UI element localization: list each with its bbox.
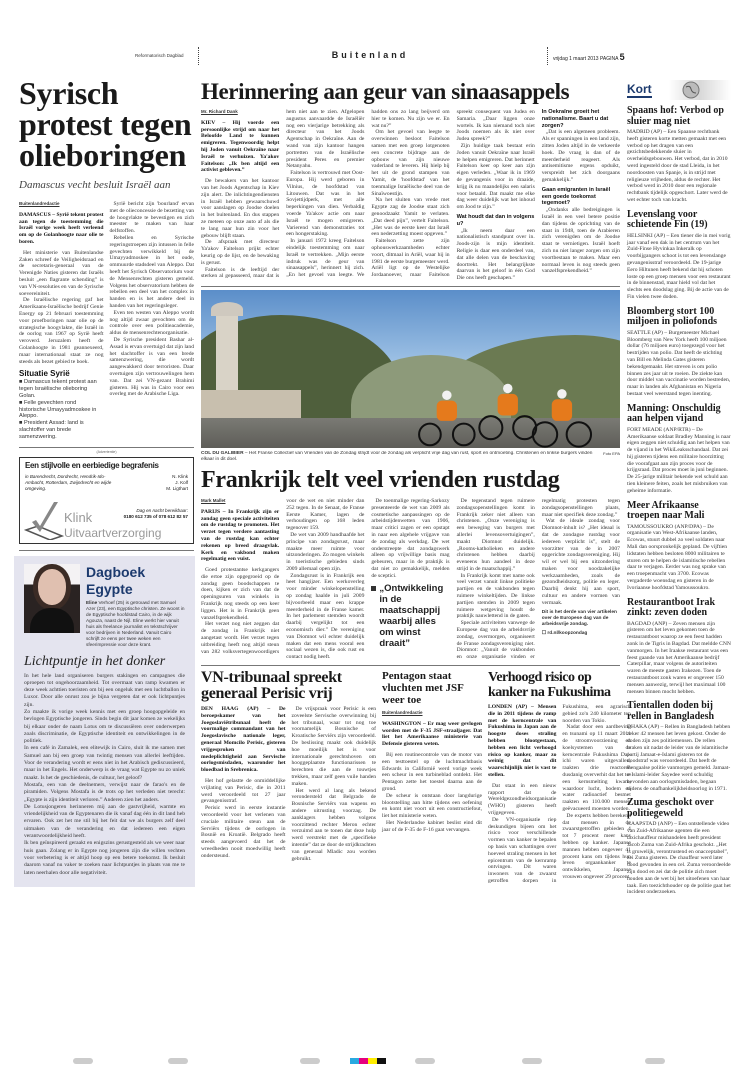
paragraph: De toenmalige regering-Sarkozy presenteerde de wet van 2009 als cosmetische aanpassingen op de arbeidstijdenwetten van 1906, maar critici zagen er een opstapt in naar een algehele vrijgave van de zondag als werkdag. De wet onderstreepte dat zondagswerk alleen op vrijwillige basis mag gebeuren, maar in de praktijk is dat niet zo gemakkelijk, melden de sceptici. [371, 497, 450, 579]
kort-item-title: Bloomberg stort 100 miljoen in poliofonds [627, 305, 718, 328]
paragraph: Syrië bericht zijn 'bourland' ervan met de olieconcessie de bezetting van de hoogvlakte te bevestigen en zich meester te maken van haar delfstoffen. [109, 201, 194, 235]
web-link[interactable]: ☐ rd.nl/koopzondag [541, 630, 588, 636]
advertisement[interactable] [19, 450, 194, 544]
quote-bullet-icon [371, 586, 376, 591]
paragraph: Na het sluiten van vrede met Egypte zag de Joodse staat zich genoodzaakt Yamit te verlaten. „Dat deed pijn”, vertelt Faitelson. „Het was de eerste keer dat Israël een nederzetting moest opgeven.” [371, 197, 450, 238]
paragraph: Zijn huidige taak bestaat erin Joden vanuit Oekraïne naar Israël te helpen emigreren. Dat herinnert Faitelson keer op keer aan zijn eigen verleden. „Waar ik in 1969 de gevangenis voor in draaide, krijg ik nu maandelijks een salaris voor betaald. Dat maakt me elke dag weer duidelijk wat het inhoud om Jood te zijn.” [456, 142, 535, 211]
paragraph: Perisic werd in eerste instantie veroordeeld voor het verlenen van cruciale militaire steun aan de Serviërs tijdens de oorlogen in Bosnië en Kroatië. Belgrado heeft steeds aangevoerd dat het de wreedheden nooit moedwillig heeft ondersteund. [201, 805, 286, 859]
paragraph: De VN-organisatie riep deskundigen bijeen om het risico voor verschillende vormen van kanker te bepalen op basis van schattingen over hoeveel straling mensen in het epicentrum van de kernramp ontvingen. Dit waren inwoners van de zwaarst getroffen dorpen in Fukushima, een agrarisch gebied zo'n 240 kilometer ten noorden van Tokio. [488, 704, 631, 884]
article-fukushima [488, 670, 631, 885]
article-body [382, 710, 482, 834]
paragraph: De Israëlische regering gaf het Amerikaans-Israëlische bedrijf Genie Energy op 21 februari toestemming voor proefboringen naar olie op de strategische hoogvlakte, die Israël in de oorlog van 1967 op Syrië heeft veroverd. Jeruzalem heeft de Golanhoogte in 1981 geannexeerd, maar internationaal staat ze nog steeds als bezet gebied te boek. [19, 297, 104, 365]
article-body [201, 498, 620, 661]
fact-item: ■ Felle gevechten rond historische Umayyadmoskee in Aleppo. [19, 399, 97, 420]
checkmark-logo-icon [24, 500, 64, 540]
kort-item-text: FORT MEADE (ANP/RTR) – De Amerikaanse soldaat Bradley Manning is naar eigen zeggen niet schuldig aan het helpen van de vijand in het WikiLeaksschandaal. Dat zei hij gisteren tijdens een militaire hoorzitting die voorafgaat aan zijn proces voor de krijgsraad. Dat proces moet in juni beginnen. De 25-jarige militair bekende wel schuld aan tien kleinere feiten, zoals het misbruiken van geheime informatie. [627, 426, 731, 494]
headline: Herinnering aan geur van sinaasappels [201, 79, 570, 104]
author-bio: Verhoef (25) is getrouwd met Samuel Azer (23), een Egyptische christen. Ze woont in de Egyptische hoofdstad Cairo, in de wijk Agouza, naast de Nijl. Eline werkt hier vanuit huis als freelance journalist en tekstschrijver voor bedrijven in Nederland. Vanuit Cairo schrijft ze eens per twee weken een sfeerimpressie voor deze krant. [86, 599, 185, 647]
headline: Syrisch protest tegen olieboringen [19, 75, 192, 173]
paragraph: Zo maakte ik vorige week kennis met een groep hoogopgeleide en bevlogen Egyptische jongeren. Sinds begin dit jaar komen ze wekelijks bij elkaar onder de naam Lotus om te discussiëren over onderwerpen zoals discriminatie, de Egyptische identiteit en ontwikkelingen in de politiek. [24, 708, 185, 745]
divider [201, 286, 620, 287]
byline: Buitenlandredactie [382, 710, 423, 716]
paragraph: De wet van 2009 handhaafde het principe van zondagsrust, maar maakte meer ruimte voor uitzonderingen. Zo mogen winkels in toeristische gebieden sinds 2009 allemaal open zijn. [286, 531, 365, 572]
ad-label: (Advertentie) [96, 449, 117, 454]
pull-quote [371, 583, 449, 649]
paragraph: Wat de ideale zondag voor Diomnot-inhult is? „Het ideaal is dat de zondagse rustdag voor iedereen verplicht is”, stelt de voorzitter van de in 2007 opgerichte zondagsvereniging. Hij wil er wel bij een uitzondering maken voor noodzakelijke werkzaamheden, zoals de gezondheidszorg, politie en leger. Daarbij denkt hij aan sport, cultuur en andere vormen van vermaak. [541, 518, 620, 606]
paragraph: In Frankrijk komt met name ook veel verzet vanuit linkse politieke partijen en de vakbonden tegen ruimere winkeltijden. De linkse partijen stemden in 2009 tegen ruimere wetgeving houdt de praktijk nauwlettend in de gaten. [456, 572, 535, 620]
chapel-tower [216, 310, 238, 400]
kort-item-title: Levenslang voor schietende Fin (19) [627, 208, 708, 231]
ad-name: J. Kolf [175, 479, 188, 485]
photo-credit: Foto EPA [603, 450, 620, 456]
paragraph: In een café in Zamalek, een elitewijk in Cairo, sluit ik me samen met Samuel aan bij een groep van twintig mensen van allerlei leeftijden. Voor de verandering wordt er eens niet in het Arabisch gediscussieerd, maar in het Engels. Het onderwerp is de vraag wat Egypte nu zo uniek maakt. Is het de geschiedenis, de cultuur, het geloof? [24, 745, 185, 781]
divider [198, 47, 199, 65]
print-mark [168, 1058, 188, 1064]
ad-names [166, 474, 188, 492]
fact-item: ■ Damascus tekent protest aan tegen Israëlische olieboring Golan. [19, 379, 97, 399]
paragraph: Zondagsrust is in Frankrijk een heet hangijzer. Een werkoverleg voor minder winkelopenstelling op zondag haalde in juli 2009 bijvoorbeeld maar een krappe meerderheid in de Franse kamer. In het parlement stemden woordt daarbij vergelijkt tot een economisch dier.” De vereniging van Diomnot wil echter duidelijk maken dat een mens vooral een sociaal wezen is, die ook rust en contact nodig heeft. [286, 572, 365, 661]
byline: Mr. Richard Dank [201, 109, 238, 114]
interview-question: Wat houdt dat dan in volgens u? [456, 213, 535, 227]
column-body [24, 673, 185, 877]
kort-item-text: BAGDAD (ANP) – Zeven mensen zijn gisteren om het leven gekomen toen de restaurantboot waarop ze een feest hadden zonk in de Tigris in Bagdad. Dat meldde CNN vanmorgen. In het Iraakse restaurant was een feest gaande van het Amerikaanse bedrijf Caterpillar, maar volgens de autoriteiten waren de meeste gasten Irakezen. Toen de restaurantboot zonk waren er ongeveer 150 mensen aanwezig, terwijl het maximaal 100 mensen binnen mocht hebben. [627, 620, 731, 695]
fact-box-title: Situatie Syrië [19, 369, 70, 379]
ad-title: Een stijlvolle en eerbiedige begrafenis [25, 460, 159, 470]
paragraph: Faitelson is de leeftijd der sterken al gepasseerd, maar dat is hem niet aan te zien. Afgelopen augustus aanvaardde de Israëliër nog een vierjarige betrekking als directeur van het Joods Agentschap in Oekraïne. Aan de wand van zijn kantoor hangen portretten van de Israëlische president Peres en premier Netanyahu. [201, 109, 365, 280]
ad-name: M. Ligthart [166, 485, 188, 491]
paragraph: Even ten westen van Aleppo wordt nog altijd zwaar gevochten om de controle over een politieacademie, aldus de mensenrechtenorganisatie. [109, 309, 194, 337]
newspaper-name: Reformatorisch Dagblad [135, 53, 184, 58]
fact-text: Felle gevechten rond historische Umayyadmoskee in Aleppo. [19, 399, 97, 420]
headline: Verhoogd risico op kanker na Fukushima [488, 670, 611, 701]
column-dagboek-egypte [14, 556, 195, 887]
globe-icon [682, 81, 700, 99]
kort-item-title: Zuma geschokt over politiegeweld [627, 797, 714, 819]
kort-label: Kort [627, 82, 652, 96]
paragraph: Speciale activiteiten vanwege de Europese dag van de arbeidsvrije zondag, overmorgen, organiseert de Franse zondagsvereniging niet. Diomnot: „Vanuit de vakbonden en onze organisatie vinden er regelmatig protesten tegen zondagsopenstellingen plaats, maar niet specifiek deze zondag.” [456, 497, 620, 661]
chapel-dome [211, 302, 243, 316]
paragraph: Bij een routinecontrole van de motor van een testtoestel op de luchtmachtbasis Edwards in Californië werd vorige week een scheur in een turbineblad ontdekt. Het Pentagon zette het toestel daarna aan de grond. [382, 752, 482, 793]
author-name: Eline [86, 599, 98, 605]
paragraph: „Dat is een algemeen probleem. Als er spanningen in een land zijn, zitten Joden altijd in de verkeerde hoek. De vraag is dan of de meerderheid reageert. Als antisemitisme ergens opduikt, verspreidt het zich doorgaans gemakkelijk.” [541, 129, 620, 183]
fact-item: ■ President Assad: land is slachtoffer van brede samenzwering. [19, 420, 84, 440]
kort-header [627, 80, 731, 100]
kort-item [627, 598, 731, 696]
kort-news-column [627, 80, 731, 896]
caption-place: COL DU GALIBIER [201, 450, 244, 456]
fact-list [19, 379, 104, 440]
paragraph: Rebellen en Syrische regeringstroepen zijn intussen in felle gevechten verwikkeld bij de Umayyadmoskee in het oude, ommuurde stadsdeel van Aleppo. Dat heeft het Syrisch Observatorium voor de Mensenrechten gisteren gemeld. Volgens het observatorium hebben de rebellen een deel van het complex in handen en is het andere deel in handen van het regeringsleger. [109, 234, 194, 309]
lead: KIEV – Hij voerde een persoonlijke strijd om naar het Beloofde Land te kunnen emigreren. Tegenwoordig helpt hij Joden vanuit Oekraïne naar Israël te verhuizen. Ya'akov Faitelson: „Ik ben altijd een activist gebleven.” [201, 119, 280, 174]
paragraph: Het Nederlandse kabinet beslist eind dit jaar of de F-35 de F-16 gaat vervangen. [382, 820, 482, 833]
kort-item-text: SEATTLE (AP) – Burgemeester Michael Bloomberg van New York heeft 100 miljoen dollar (76 miljoen euro) toegezegd voor het bestrijden van polio. Dat heeft de stichting van Bill en Melinda Gates gisteren bekendgemaakt. Het streven is om polio binnen zes jaar uit te roeien. De ziekte kan door middel van vaccinatie worden bestreden, maar in landen als Afghanistan en Nigeria bestaat veel weerstand tegen inenting. [627, 329, 731, 397]
paragraph: „Ik neem daar een nationalistisch standpunt over in. Joods-zijn is mijn identiteit. Religie is daar een onderdeel van, dat alle delen van de beschaving doortrekt. Het belangrijkste daarvan is het geloof in één God Die ons heeft geschapen.” [456, 227, 535, 282]
paragraph: In het hele land organiseren burgers stakingen en campagnes die oproepen tot ongehoorzaamheid. Tot overmaat van ramp kwamen er deze week achttien toeristen om bij een ongeluk met een luchtballon in Luxor. Door alle onrust zou je bijna vergeten dat er ook lichtpuntjes zijn. [24, 672, 185, 708]
kort-item [627, 106, 731, 204]
kort-item [627, 404, 731, 495]
article-syria [19, 75, 195, 441]
lead: WASHINGTON – Er mag weer gevlogen worden met de F-35 JSF-straaljager. Dat liet het Amerikaanse ministerie van Defensie gisteren weten. [382, 720, 482, 748]
kort-item-title: Tientallen doden bij rellen in Bangladesh [627, 700, 715, 722]
paragraph: Om het gevoel van leegte te overwinnen besloot Faitelson samen met een groep lotgenoten een concrete bijdrage aan de opbouw van zijn nieuwe vaderland te leveren. Hij hielp bij het uit de grond stampen van Yamit, de 'hoofdstad' van het toenmalige Israëlische deel van de Sinaïwoestijn. [371, 129, 450, 197]
article-vn-tribunaal [201, 670, 376, 862]
bottom-articles [201, 669, 631, 885]
kort-item [627, 501, 731, 592]
divider [547, 47, 548, 65]
kort-item-title: Meer Afrikaanse troepen naar Mali [627, 499, 705, 522]
section-title: Buitenland [331, 50, 409, 60]
author-intro [86, 600, 185, 648]
fact-box [19, 369, 104, 440]
middle-column [201, 78, 631, 885]
kort-item [627, 210, 731, 301]
fact-text: President Assad: land is slachtoffer van brede samenzwering. [19, 420, 84, 440]
ad-availability: Dag en nacht bereikbaar: [136, 507, 188, 513]
kort-item-title: Manning: Onschuldig aan helpen vijand [627, 402, 721, 425]
kort-item-text: DHAKA (AP) – Rellen in Bangladesh hebben zeker 42 mensen het leven gekost. Onder de doden zijn zes politiemensen. De rellen braken uit nadat de leider van de islamitische partij Jamaat-e-Islami gisteren tot de doodstraf was veroordeeld. Dat heeft de Bengaalse politie vanmorgen gemeld. Jamaat-e-Islami-leider Sayedee werd schuldig bevonden aan oorlogsmisdaden, begaan tijdens de onafhankelijkheidsoorlog in 1971. [627, 724, 731, 792]
kort-item-text: KAAPSTAD (ANP) – Een ontstellende video van Zuid-Afrikaanse agenten die een taxichauffeur mishandelen heeft president Jacob Zuma van Zuid-Afrika geschokt. „Het is gruwelijk, verontrustend en onacceptabel”, zei Zuma gisteren. De chauffeur werd later dood gevonden in een cel. Zuma veroordeelde zijn dood en zei dat de politie zich moet houden aan de wet bij het uitoefenen van haar taak. Een toezichthouder op de politie gaat het incident onderzoeken. [627, 821, 731, 896]
kort-item [627, 701, 731, 792]
paragraph: Het werd al lang als bekend verondersteld dat Belgrado de Bosnische Serviërs van wapens en andere uitrusting voorzag. De aanklagers hebben volgens voorzittend rechter Meron echter verzuimd aan te tonen dat deze hulp werd verstrekt met de „specifieke intentie” dat ze door de strijdkrachten van generaal Mladic zou worden gebruikt. [291, 787, 376, 862]
lead: DAMASCUS – Syrië tekent protest aan tegen de toestemming die Israël vorige week heeft verleend om op de Golanhoogte naar olie te boren. [19, 211, 104, 245]
paragraph: De afspraak met directeur Ya'akov Faitelson prijkt echter keurig op de lijst, en de bewaking is gerust. [201, 239, 280, 266]
page-header [0, 47, 738, 65]
paragraph: Nadat door een aardbeving en tsunami op 11 maart 2011 de stroomvoorziening en koelsystemen van de kerncentrale Fukushima Dai-ichi waren uitgevallen, raakten drie reactoren dusdanig oververhit dat het tot een kernsmelting kwam, waardoor lucht, bodem en water radioactief besmet raakten en 110.000 mensen geëvacueerd moesten worden. [562, 724, 631, 812]
paragraph: Mostafa, een van de deelnemers, verwijst naar de farao's en de piramiden. Volgens Mostafa is de trots op het verleden niet terecht: „Egypte is zijn identiteit verloren.” Anderen zien het anders. [24, 781, 185, 803]
headline: Frankrijk telt veel vrienden rustdag [201, 466, 560, 493]
paragraph: Ik ben geïnspireerd geraakt en enigszins gerustgesteld als we weer naar huis gaan. Zolang er in Egypte nog jongeren zijn die willen vechten voor verbetering is er altijd hoop op een betere toekomst. Ik besluit daarom vanaf nu vaker te zoeken naar lichtpuntjes in plaats van me te laten neerhalen door alle negativiteit. [24, 840, 185, 876]
paragraph: Goed protestantse kerkgangers die ertoe zijn opgegroeid op de zondag geen boodschappen te doen, kijken er zich van dat de openingsuren van winkels in Frankrijk nog steeds op een keer liggen. Het is in Frankrijk geen vanzelfsprekendheid. [201, 567, 280, 621]
paragraph: De scheur is ontstaan door langdurige blootstelling aan hitte tijdens een oefening en komt niet voort uit een constructiefout, liet het ministerie weten. [382, 792, 482, 820]
paragraph: Het ministerie van Buitenlandse Zaken schreef de Veiligheidsraad en de secretaris-generaal van de Verenigde Naties gisteren dat Israëls besluit „een flagrante schending” is van VN-resoluties en van de Syrische soevereiniteit. [19, 249, 104, 297]
photo-col-du-galibier [201, 290, 620, 448]
lead: LONDEN (AP) – Mensen die in 2011 tijdens de ramp met de kerncentrale van Fukushima in Japan aan de hoogste doses straling hebben blootgestaan, hebben een licht verhoogd risico op kanker, maar zo weinig dat dit waarschijnlijk niet is vast te stellen. [488, 704, 557, 779]
article-body [201, 706, 376, 862]
paragraph: De tegenstand tegen ruimere zondagsopenstellingen komt in Frankrijk zeker niet alleen van christenen. „Onze vereniging is een beweging van burgers met allerlei levensovertuigingen”, maakt Diomnot duidelijk. „Rooms-katholieken en andere christenen hebben daarbij eveneens hun aandeel in deze strijd in de maatschappij.” [456, 497, 535, 572]
interview-question: Gaan emigranten in Israël een goede toekomst tegemoet? [541, 186, 611, 207]
kort-item-text: TAMOUSSOUKRO (ANP/DPA) – De organisatie van West-Afrikaanse landen, Ecowas, stuurt dubbel zo veel soldaten naar Mali dan oorspronkelijk gepland. De vijftien lidstaten hebben besloten 8000 militairen te sturen om te helpen de islamitische rebellen daar te verjagen. Eerder was nog sprake van een troepenmacht van 3700. Ecowas vergaderde woensdag en gisteren in de Ivoriaanse hoofdstad Yamoussoukro. [627, 523, 728, 591]
paragraph: De bewakers van het kantoor van het Joods Agentschap in Kiev zijn alert. De inlichtingendiensten in Israël hebben gewaarschuwd voor aanslagen op Joodse doelen in het buitenland. En dus stappen ze meteen op onze auto af als die te lang naar hun zin voor het gebouw blijft staan. [201, 178, 280, 239]
kort-item-text: MADRID (AP) – Een Spaanse rechtbank heeft gisteren korte metten gemaakt met een verbod op het dragen van een gezichtsbedekkende sluier in overheidsgebouwen. Het verbod, dat in 2010 werd ingesteld door de stad Lleida, in het noordoosten van Spanje, is in strijd met religieuze vrijheden, aldus de rechter. Het verbod werd in 2010 door een regionale rechtbank tijdelijk opgeschort. Later werd de wet echter toch van kracht. [627, 129, 728, 203]
article-body [488, 704, 631, 885]
paragraph: De experts hebben berekend dat mensen in de zwaarstgetroffen gebieden 4 tot 7 procent meer kans hebben op kanker. Japanse mannen hebben ongeveer 41 procent kans om tijdens hun leven orgaankanker te ontwikkelen, Japanse vrouwen ongeveer 29 procent. [562, 812, 631, 880]
paragraph: In januari 1972 kreeg Faitelson eindelijk toestemming om naar Israël te vertrekken. „Mijn eerste indruk was de geur van sinaasappels”, herinnert hij zich. „En het gevoel van leegte. We hadden ons zo lang beijverd om hier te komen. Nu zijn we er. En wat nu?” [286, 109, 450, 279]
paragraph: Faitelson zette zijn ophouswerkzaamheden echter voort, ditmaal in Ariël, waar hij in 1981 de eerste burgemeester werd. Ariël ligt op de Westelijke Jordaanoever, maar Faitelson spreekt consequent van Judea en Samaria. „Daar liggen onze wortels. Ik kan niemand toch niet Joods noemen als ik niet over Judea spreek?” [371, 109, 535, 279]
page-date [553, 52, 625, 62]
paragraph: Het verzet nog niet zeggen dat de zondag in Frankrijk niet aangetast wordt. Het verzet tegen uitbreiding heeft nog altijd steun van 282 volksvertegenwoordigers voor de wet en niet minder dan 252 tegen. In de Senaat, de Franse Eerste Kamer, lagen de verhoudingen op 168 leden tegenover 159. [201, 497, 365, 655]
print-mark [300, 1058, 320, 1064]
page-number: 5 [619, 52, 625, 62]
article-pentagon [382, 670, 482, 834]
print-mark [522, 1058, 542, 1064]
ad-brand-2: Uitvaartverzorging [64, 525, 162, 540]
print-mark [73, 1058, 93, 1064]
article-body [201, 109, 620, 282]
column-headline: Lichtpuntje in het donker [24, 653, 166, 669]
divider [201, 665, 620, 666]
cyclists-image [391, 360, 611, 448]
divider [19, 550, 194, 551]
article-body [19, 201, 194, 441]
fact-text: Damascus tekent protest aan tegen Israëlische olieboring Golan. [19, 379, 97, 399]
color-registration-bar [350, 1058, 386, 1064]
ad-places: in Barendrecht, Dordrecht, Hendrik-Ido-Ambacht, Rotterdam, Zwijndrecht en wijde omgeving. [25, 473, 112, 491]
subheadline: Damascus vecht besluit Israël aan [19, 179, 171, 191]
column-header [24, 564, 185, 648]
paragraph: De Syrische president Bashar al-Assad is ervan overtuigd dat zijn land het slachtoffer is van een brede samenzwering, die wordt aangewakkerd door terroristen. Daar overtuigen zijn vertrouwelingen hem van. Dat zei VN-gezant Brahimi gisteren. Hij was in Cairo voor een overleg met de Arabische Liga. [109, 336, 195, 398]
quote-text: „Ontwikkeling in de maatschappij waarbij alles om winst draait” [379, 583, 444, 650]
paragraph: Dat staat in een nieuw rapport dat de Wereldgezondheidsorganisatie (WHO) gisteren heeft vrijgegeven. [488, 782, 557, 816]
article-herinnering [201, 78, 620, 282]
column-title: Dagboek Egypte [86, 563, 146, 597]
paragraph: „Ondanks alle bedreigingen is Israël in een veel betere positie dan tijdens de oprichting van de staat in 1948, toen de Arabieren zich verenigden om de Joodse staat te vernietigen. Israël hoeft zich nu niet langer zorgen om zijn voortbestaan te maken. Maar een normaal leven is nog steeds geen vanzelfsprekendheid.” [541, 207, 620, 275]
author-photo [24, 564, 80, 633]
headline: Pentagon staat vluchten met JSF weer toe [382, 670, 464, 707]
series-note: Dit is het derde van vier artikelen over de Europese dag van de arbeidsvrije zondag. [541, 609, 617, 627]
kort-item-text: HELSINKI (AP) – Een tiener die in mei vorig jaar vanaf een dak in het centrum van het Zuid-Finse Hyvinkaa Inkeralk op voorbijgangers schoot is tot een levenslange gevangenisstraf veroordeeld. De 19-jarige Eero Hiltunen heeft bekend dat hij schoten loste op een groep mensen voor een restaurant in de binnenstad, maar hield vol dat het slechts een doodslag ging. Bij de actie van de Fin vielen twee doden. [627, 232, 731, 300]
paragraph: De Lotusjongeren herinneren mij aan de gastvrijheid, warmte en vriendelijkheid van de Egyptenaren die ik vanaf dag één in dit land heb ervaren. Ook zet het me stil bij het feit dat we als burgers zelf deel uitmaken van de verandering en dat iedereen een eigen verantwoordelijkheid heeft. [24, 803, 185, 840]
print-mark [415, 1058, 435, 1064]
byline: Mark Mallet [201, 497, 226, 503]
photo-caption [201, 451, 620, 463]
interview-question: In Oekraïne groeit het nationalisme. Baart u dat zorgen? [541, 109, 609, 129]
kort-item [627, 798, 731, 896]
link-text[interactable]: rd.nl/koopzondag [547, 630, 588, 636]
left-column [19, 75, 195, 887]
article-frankrijk [201, 466, 620, 661]
ad-name: N. Klink [172, 473, 188, 479]
byline: Buitenlandredactie [19, 201, 60, 206]
ad-phone: 0180 612 735 of 078 612 82 57 [123, 513, 188, 519]
caption-text: – Het Franse Collectief van Vrienden van de Zondag strijdt voor de zondag als verplicht vrije dag van rust, sport en ontmoeting. Christenen en linkse burgers vinden elkaar in dit doel. [201, 450, 593, 462]
divider [19, 447, 194, 448]
headline: VN-tribunaal spreekt generaal Perisic vrij [201, 669, 342, 703]
paragraph: Faitelson is vertrouwd met Oost-Europa. Hij werd geboren in Vilnius, de hoofdstad van Litouwen. Dat was in het Sovjettijdperk, met alle beperkingen van dien. Verbaldig voerde Ya'akov actie om naar Israël te mogen emigreren. Varierend van demonstraties tot een hongerstaking. [286, 170, 365, 238]
paragraph: Het hof gelastte de onmiddellijke vrijlating van Perisic, die in 2011 werd veroordeeld tot 27 jaar gevangenisstraf. [201, 778, 286, 805]
lead: DEN HAAG (AP) – De beroepskamer van het Joegoslaviëtribunaal heeft de voormalige commandant van het Joegoslavische nationale leger, generaal Momcilo Perisic, gisteren vrijgesproken van medeplichtigheid aan Servische oorlogsmisdaden, waaronder het bloedbad in Srebrenica. [201, 706, 286, 774]
print-mark [645, 1058, 665, 1064]
ad-brand: Klink [64, 509, 93, 525]
kort-item [627, 307, 731, 398]
kort-item-title: Restaurantboot Irak zinkt: zeven doden [627, 596, 716, 619]
date-text: vrijdag 1 maart 2013 PAGINA [553, 56, 619, 62]
kort-item-title: Spaans hof: Verbod op sluier mag niet [627, 105, 724, 127]
lead: PARIJS – In Frankrijk zijn er zondag geen speciale activiteiten om de rustdag te promoten. Het verzet tegen verdere aantasting van de rustdag kan echter rekenen op breed draagvlak. Kerk en vakbond maken regelmatig een vuist. [201, 508, 280, 563]
paragraph: De vrijspraak voor Perisic is een zoveelste Servische overwinning bij het tribunaal, waar tot nog toe voornamelijk Bosnische of Kroatische Serviërs zijn veroordeeld. De beslissing maakt ook duidelijk hoe moeilijk het is voor internationale gerechtshoven om hooggeplaatste functionarissen te berechten die aan de touwtjes trekken, maar zelf geen vuile handen maken. [291, 706, 376, 787]
